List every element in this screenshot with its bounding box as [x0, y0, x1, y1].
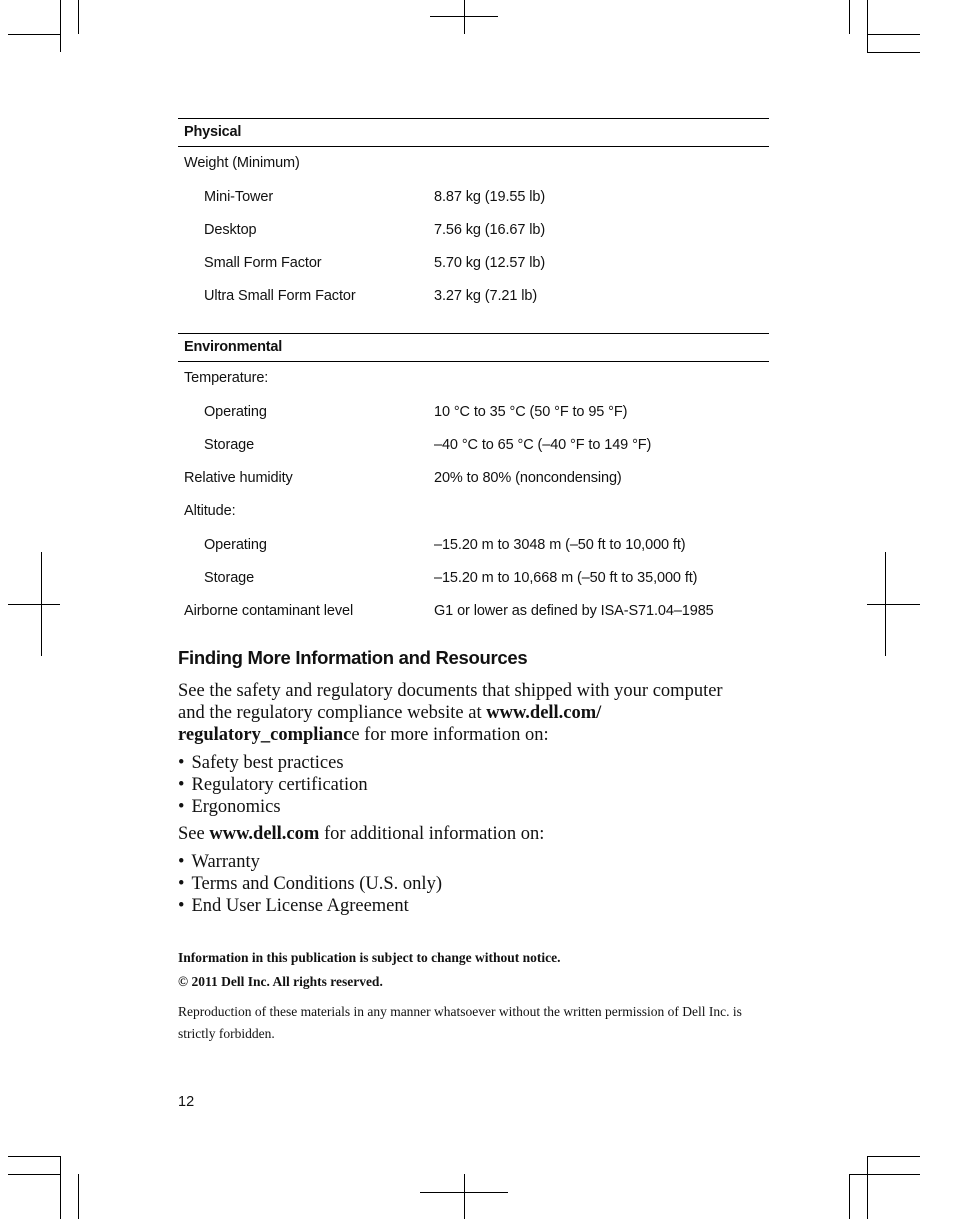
spec-value: 10 °C to 35 °C (50 °F to 95 °F)	[434, 404, 628, 420]
crop-mark	[8, 604, 60, 605]
spec-value: –15.20 m to 3048 m (–50 ft to 10,000 ft)	[434, 537, 686, 553]
spec-label: Operating	[204, 404, 267, 420]
text-run: See the safety and regulatory documents that shipped with your computer	[178, 681, 723, 701]
spec-label: Relative humidity	[184, 470, 293, 486]
crop-mark	[849, 0, 850, 34]
crop-mark	[867, 34, 920, 35]
copyright-notice: © 2011 Dell Inc. All rights reserved.	[178, 974, 383, 989]
spec-label: Small Form Factor	[204, 255, 322, 271]
spec-value: –15.20 m to 10,668 m (–50 ft to 35,000 ft)	[434, 570, 698, 586]
spec-label: Ultra Small Form Factor	[204, 288, 356, 304]
paragraph-line	[178, 680, 723, 702]
spec-row	[178, 470, 769, 490]
spec-label: Weight (Minimum)	[184, 155, 300, 171]
spec-value: 7.56 kg (16.67 lb)	[434, 222, 546, 238]
spec-row	[178, 603, 769, 623]
spec-label: Mini-Tower	[204, 189, 274, 205]
crop-mark	[849, 1174, 850, 1219]
crop-mark	[464, 1174, 465, 1219]
crop-mark	[60, 1156, 61, 1219]
crop-mark	[849, 1174, 920, 1175]
spec-row	[178, 288, 769, 308]
dell-regulatory-link-continued[interactable]: regulatory_complianc	[178, 725, 352, 745]
spec-label: Storage	[204, 570, 255, 586]
list-item: • End User License Agreement	[178, 895, 442, 917]
additional-topics-list	[178, 851, 442, 917]
spec-value: 8.87 kg (19.55 lb)	[434, 189, 546, 205]
list-item: • Terms and Conditions (U.S. only)	[178, 873, 442, 895]
spec-row	[178, 222, 769, 242]
crop-mark	[867, 0, 868, 52]
list-item: • Regulatory certification	[178, 774, 368, 796]
environmental-spec-table	[178, 333, 769, 633]
additional-info-paragraph	[178, 823, 544, 845]
crop-mark	[867, 1156, 920, 1157]
spec-label: Storage	[204, 437, 255, 453]
environmental-heading: Environmental	[184, 339, 283, 355]
section-title: Finding More Information and Resources	[178, 647, 528, 668]
spec-row	[178, 570, 769, 590]
physical-heading-bar	[178, 118, 769, 147]
dell-regulatory-link[interactable]: www.dell.com/	[486, 703, 602, 723]
spec-label: Desktop	[204, 222, 257, 238]
crop-mark	[885, 552, 886, 656]
reproduction-notice: Reproduction of these materials in any manner whatsoever without the written permission of Dell Inc. is strictly forbidden.	[178, 1004, 742, 1041]
spec-value: –40 °C to 65 °C (–40 °F to 149 °F)	[434, 437, 652, 453]
spec-label: Airborne contaminant level	[184, 603, 354, 619]
crop-mark	[464, 0, 465, 34]
spec-label: Temperature:	[184, 370, 269, 386]
environmental-heading-bar	[178, 333, 769, 362]
crop-mark	[8, 1174, 60, 1175]
spec-label: Operating	[204, 537, 267, 553]
spec-row	[178, 404, 769, 424]
physical-heading: Physical	[184, 124, 242, 140]
resources-paragraph	[178, 680, 723, 746]
spec-row	[178, 155, 769, 175]
list-item: • Safety best practices	[178, 752, 368, 774]
spec-row	[178, 437, 769, 457]
list-item: • Warranty	[178, 851, 442, 873]
list-item: • Ergonomics	[178, 796, 368, 818]
crop-mark	[60, 0, 61, 52]
safety-topics-list	[178, 752, 368, 818]
spec-row	[178, 370, 769, 390]
spec-row	[178, 537, 769, 557]
crop-mark	[78, 0, 79, 34]
dell-website-link[interactable]: www.dell.com	[209, 824, 320, 844]
physical-spec-table	[178, 118, 769, 318]
crop-mark	[41, 552, 42, 656]
text-run: See	[178, 824, 210, 844]
paragraph-line	[178, 702, 723, 724]
crop-mark	[8, 1156, 60, 1157]
crop-mark	[8, 34, 60, 35]
spec-value: 3.27 kg (7.21 lb)	[434, 288, 538, 304]
spec-value: G1 or lower as defined by ISA-S71.04–1985	[434, 603, 714, 619]
spec-row	[178, 255, 769, 275]
crop-mark	[867, 1156, 868, 1219]
text-run: e for more information on:	[351, 725, 549, 745]
spec-value: 5.70 kg (12.57 lb)	[434, 255, 546, 271]
spec-value: 20% to 80% (noncondensing)	[434, 470, 622, 486]
crop-mark	[867, 52, 920, 53]
text-run: and the regulatory compliance website at	[178, 703, 487, 723]
change-notice: Information in this publication is subject to change without notice.	[178, 950, 561, 965]
page-number: 12	[178, 1094, 195, 1110]
paragraph-line	[178, 724, 723, 746]
spec-label: Altitude:	[184, 503, 236, 519]
crop-mark	[78, 1174, 79, 1219]
text-run: for additional information on:	[319, 824, 545, 844]
crop-mark	[867, 604, 920, 605]
spec-row	[178, 503, 769, 523]
spec-row	[178, 189, 769, 209]
